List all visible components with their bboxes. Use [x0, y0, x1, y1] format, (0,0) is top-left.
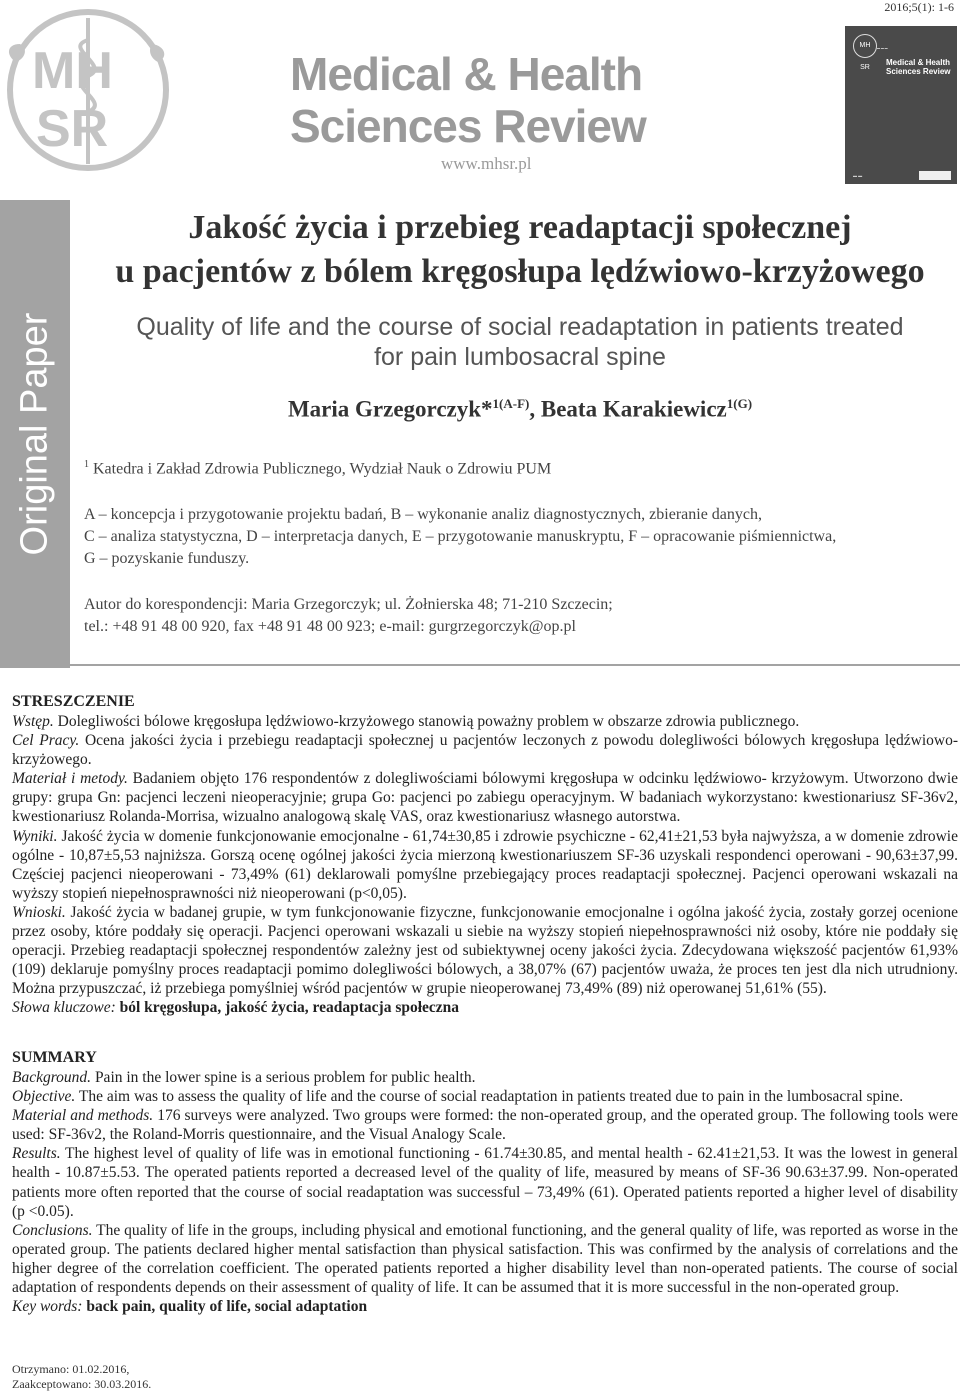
- title-polish-line1: Jakość życia i przebieg readaptacji społecznej: [188, 209, 852, 246]
- section-label: Background.: [12, 1069, 92, 1086]
- abstract-polish: [12, 692, 958, 1018]
- journal-title: [290, 48, 646, 152]
- journal-title-line2: Sciences Review: [290, 100, 646, 152]
- abstract-section: [12, 903, 958, 998]
- affiliation-text: Katedra i Zakład Zdrowia Publicznego, Wydział Nauk o Zdrowiu PUM: [93, 460, 552, 478]
- section-text: Badaniem objęto 176 respondentów z dolegliwościami bólowymi kręgosłupa w odcinku lędźwiowo- krzyżowym. Utworzono dwie grupy: grupa Gn: pacjenci leczeni nieoperacyjnie; grupa Go: pacjenci po zabiegu operacyjnym. W badaniach wykorzystano: kwestionariusz SF-36v2, kwestionariusz Rolanda-Morrisa, wizualno analogową skalę VAS, oraz kwestionariusz własnego autorstwa.: [12, 770, 959, 826]
- affiliation-marker: 1: [84, 459, 89, 470]
- section-text: 176 surveys were analyzed. Two groups were formed: the non-operated group, and the operated group. The following tools were used: SF-36v2, the Roland-Morris questionnaire, and the Visual Analogy Scale.: [12, 1107, 958, 1144]
- cover-meta-line: ▬ ▬ ▬: [877, 46, 888, 50]
- article-type-label: Original Paper: [13, 312, 56, 556]
- cover-mini-logo: MH SR: [853, 34, 877, 58]
- section-text: The highest level of quality of life was in emotional functioning - 61.74±30.85, and mental health - 62.41±21,53. It was the lowest in general health - 10.87±5.53. The operated patients reported a decreased level of the quality of life, measured by means of SF-36 90.63±37.99. Non-operated patients more often reported that the course of social readaptation was successful – 73,49% (61). Operated patients reported a higher level of disability (p <0.05).: [12, 1145, 958, 1220]
- svg-text:SR: SR: [36, 100, 109, 158]
- title-polish: [84, 206, 956, 294]
- keywords: [12, 1297, 958, 1316]
- contribution-line: A – koncepcja i przygotowanie projektu badań, B – wykonanie analiz diagnostycznych, zbieranie danych,: [84, 506, 762, 523]
- accepted-date: Zaakceptowano: 30.03.2016.: [12, 1377, 152, 1391]
- affiliation: [84, 454, 956, 480]
- title-english-line2: for pain lumbosacral spine: [374, 343, 666, 371]
- keywords: [12, 998, 958, 1017]
- received-date: Otrzymano: 01.02.2016,: [12, 1362, 130, 1376]
- author-list: [84, 396, 956, 423]
- keywords-text: back pain, quality of life, social adaptation: [82, 1298, 368, 1316]
- section-text: Dolegliwości bólowe kręgosłupa lędźwiowo-krzyżowego stanowią poważny problem w obszarze zdrowia publicznego.: [53, 713, 800, 730]
- section-text: Pain in the lower spine is a serious problem for public health.: [91, 1069, 476, 1086]
- section-label: Wnioski.: [12, 903, 66, 921]
- section-text: The aim was to assess the quality of life and the course of social readaptation in patients treated due to pain in the lumbosacral spine.: [75, 1088, 904, 1106]
- abstract-section: [12, 1221, 958, 1297]
- contribution-line: G – pozyskanie funduszy.: [84, 550, 250, 567]
- title-english: [84, 312, 956, 372]
- journal-logo: [2, 4, 172, 176]
- abstract-english: [12, 1048, 958, 1316]
- header-divider: [70, 664, 960, 666]
- author-contribution: 1(A-F): [492, 396, 530, 411]
- journal-cover-thumbnail: [845, 26, 957, 184]
- section-label: Wyniki.: [12, 827, 58, 845]
- author-name: Beata Karakiewicz: [540, 396, 727, 422]
- correspondence: [84, 594, 956, 638]
- svg-text:MH: MH: [32, 42, 113, 100]
- section-label: Cel Pracy.: [12, 732, 80, 750]
- section-label: Conclusions.: [12, 1221, 93, 1239]
- abstract-section: [12, 731, 958, 769]
- abstract-section: [12, 827, 958, 903]
- section-text: Ocena jakości życia i przebiegu readaptacji społecznej u pacjentów leczonych z powodu dolegliwości bólowych kręgosłupa lędźwiowo-krzyżowego.: [12, 732, 958, 769]
- abstract-heading: SUMMARY: [12, 1049, 97, 1066]
- title-polish-line2: u pacjentów z bólem kręgosłupa lędźwiowo-krzyżowego: [115, 253, 925, 290]
- section-label: Material and methods.: [12, 1107, 154, 1125]
- title-english-line1: Quality of life and the course of social readaptation in patients treated: [136, 313, 904, 341]
- abstract-section: [12, 712, 958, 731]
- section-text: Jakość życia w domenie funkcjonowanie emocjonalne - 61,74±30,85 i zdrowie psychiczne - 62,41±21,53 była najwyższa, a w domenie zdrowie ogólne - 10,87±5,53 najniższa. Gorszą ocenę ogólnej jakości życia mierzoną kwestionariuszem SF-36 uzyskali respondenci operowani - 90,63±37,99. Częściej pacjenci nieoperowani - 73,49% (61) deklarowali pomyślne przebiegający proces readaptacji społecznej. Pacjenci operowani wskazali na wyższy stopień niepełnosprawności niż nieoperowani (p<0,05).: [12, 827, 958, 902]
- issue-reference: 2016;5(1): 1-6: [884, 0, 954, 14]
- keywords-text: ból kręgosłupa, jakość życia, readaptacja społeczna: [115, 999, 460, 1017]
- section-label: Wstęp.: [12, 713, 54, 730]
- cover-footer-line: ▬ ▬: [853, 173, 863, 178]
- contribution-legend: [84, 504, 956, 570]
- article-dates: [12, 1362, 151, 1392]
- section-label: Materiał i metody.: [12, 770, 128, 788]
- abstract-section: [12, 1106, 958, 1144]
- abstract-section: [12, 1144, 958, 1220]
- cover-publisher-logo: [919, 171, 951, 180]
- abstract-section: [12, 1087, 958, 1106]
- abstract-section: [12, 1068, 958, 1087]
- cover-title: Medical & Health Sciences Review: [886, 58, 951, 76]
- correspondence-line: tel.: +48 91 48 00 920, fax +48 91 48 00 923; e-mail: gurgrzegorczyk@op.pl: [84, 618, 576, 635]
- section-text: The quality of life in the groups, including physical and emotional functioning, and the general quality of life, was reported as worse in the operated group. The patients declared higher mental satisfaction than physical satisfaction. This was confirmed by the analysis of correlations and the higher degree of the correlation coefficient. The operated patients reported a higher disability level than non-operated patients. The course of social adaptation of respondents depends on their assessment of quality of life. It can be assumed that it is more successful in the non-operated group.: [12, 1221, 958, 1297]
- article-type-band: [0, 200, 70, 668]
- journal-url: www.mhsr.pl: [441, 154, 532, 173]
- author-name: Maria Grzegorczyk*: [287, 396, 493, 422]
- keywords-label: Key words:: [12, 1298, 83, 1316]
- abstract-heading: STRESZCZENIE: [12, 693, 135, 710]
- keywords-label: Słowa kluczowe:: [12, 999, 116, 1017]
- author-separator: ,: [529, 396, 541, 422]
- contribution-line: C – analiza statystyczna, D – interpretacja danych, E – przygotowanie manuskryptu, F – opracowanie piśmiennictwa,: [84, 528, 837, 545]
- section-text: Jakość życia w badanej grupie, w tym funkcjonowanie fizyczne, funkcjonowanie emocjonalne i ogólna jakość życia, zostały gorzej ocenione przez osoby, które poddały się operacji. Pacjenci operowani wskazali u siebie na wyższy stopień niepełnosprawności niż osoby, które nie poddały się operacji. Przebieg readaptacji społecznej respondentów zależny jest od subiektywnej oceny jakości życia. Zdecydowana większość pacjentów 61,93% (109) deklaruje pomyślny proces readaptacji pomimo dolegliwości bólowych, a 38,07% (67) pacjentów uważa, że proces ten jest dla nich utrudniony. Można przypuszczać, iż przebiega pomyślniej wśród pacjentów w grupie nieoperowanej 73,49% (89) niż operowanej 51,61% (55).: [12, 903, 958, 998]
- section-label: Results.: [12, 1145, 61, 1163]
- author-contribution: 1(G): [726, 396, 753, 411]
- section-label: Objective.: [12, 1088, 76, 1106]
- journal-title-line1: Medical & Health: [290, 48, 643, 100]
- correspondence-line: Autor do korespondencji: Maria Grzegorczyk; ul. Żołnierska 48; 71-210 Szczecin;: [84, 596, 613, 613]
- abstract-section: [12, 769, 958, 826]
